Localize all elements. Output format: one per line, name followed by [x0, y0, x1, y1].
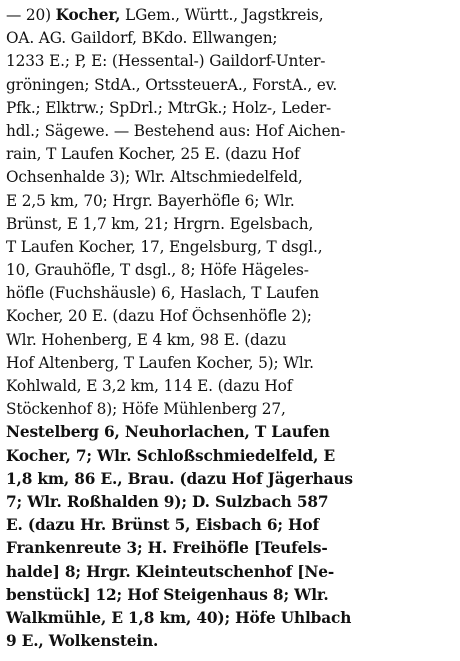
bold-text-run: 9 E., Wolkenstein. — [6, 632, 159, 651]
text-line — [6, 120, 454, 143]
text-line — [6, 352, 454, 375]
bold-text-run: Frankenreute 3; H. Freihöfle [Teufels- — [6, 539, 328, 558]
text-run: E 2,5 km, 70; Hrgr. Bayerhöfle 6; Wlr. — [6, 191, 295, 210]
text-line — [6, 74, 454, 97]
text-line — [6, 236, 454, 259]
text-line — [6, 166, 454, 189]
text-run: Ochsenhalde 3); Wlr. Altschmiedelfeld, — [6, 168, 303, 187]
bold-text-run: halde] 8; Hrgr. Kleinteutschenhof [Ne- — [6, 562, 335, 581]
text-line — [6, 190, 454, 213]
text-line — [6, 329, 454, 352]
text-line — [6, 584, 454, 607]
text-run: rain, T Laufen Kocher, 25 E. (dazu Hof — [6, 145, 300, 164]
text-line — [6, 282, 454, 305]
text-line — [6, 630, 454, 653]
gazetteer-entry — [6, 4, 456, 653]
text-line — [6, 561, 454, 584]
text-line — [6, 50, 454, 73]
text-run: Kohlwald, E 3,2 km, 114 E. (dazu Hof — [6, 377, 293, 395]
text-run: Stöckenhof 8); Höfe Mühlenberg 27, — [6, 400, 286, 419]
text-line — [6, 97, 454, 120]
text-run: OA. AG. Gaildorf, BKdo. Ellwangen; — [6, 29, 278, 48]
bold-text-run: benstück] 12; Hof Steigenhaus 8; Wlr. — [6, 585, 329, 604]
text-line — [6, 514, 454, 537]
text-line — [6, 375, 454, 398]
bold-text-run: Kocher, — [55, 6, 121, 24]
text-run: Wlr. Hohenberg, E 4 km, 98 E. (dazu — [6, 330, 287, 349]
bold-text-run: 1,8 km, 86 E., Brau. (dazu Hof Jägerhaus — [6, 469, 353, 488]
bold-text-run: 7; Wlr. Roßhalden 9); D. Sulzbach 587 — [6, 492, 329, 511]
text-run: Kocher, 20 E. (dazu Hof Öchsenhöfle 2); — [6, 307, 312, 326]
text-line — [6, 491, 454, 514]
text-line — [6, 468, 454, 491]
text-run: hdl.; Sägewe. — Bestehend aus: Hof Aichen- — [6, 121, 346, 140]
text-run: Brünst, E 1,7 km, 21; Hrgrn. Egelsbach, — [6, 214, 314, 233]
text-line — [6, 4, 454, 27]
bold-text-run: Nestelberg 6, Neuhorlachen, T Laufen — [6, 423, 330, 442]
text-line — [6, 445, 454, 468]
text-run: 1233 E.; P, E: (Hessental-) Gaildorf-Unter- — [6, 52, 326, 71]
text-line — [6, 213, 454, 236]
text-run: höfle (Fuchshäusle) 6, Haslach, T Laufen — [6, 284, 319, 303]
text-run: 10, Grauhöfle, T dsgl., 8; Höfe Hägeles- — [6, 261, 309, 280]
text-line — [6, 537, 454, 560]
text-line — [6, 421, 454, 444]
text-line — [6, 143, 454, 166]
text-run: T Laufen Kocher, 17, Engelsburg, T dsgl., — [6, 237, 323, 256]
text-run: LGem., Württ., Jagstkreis, — [120, 6, 324, 24]
text-run: — 20) — [6, 6, 56, 24]
text-run: gröningen; StdA., OrtssteuerA., ForstA., ev. — [6, 75, 338, 94]
text-line — [6, 607, 454, 630]
text-line — [6, 305, 454, 328]
text-run: Hof Altenberg, T Laufen Kocher, 5); Wlr. — [6, 353, 314, 372]
text-run: Pfk.; Elktrw.; SpDrl.; MtrGk.; Holz-, Leder- — [6, 98, 332, 117]
bold-text-run: Kocher, 7; Wlr. Schloßschmiedelfeld, E — [6, 446, 335, 465]
bold-text-run: E. (dazu Hr. Brünst 5, Eisbach 6; Hof — [6, 516, 319, 535]
bold-text-run: Walkmühle, E 1,8 km, 40); Höfe Uhlbach — [6, 608, 352, 627]
text-line — [6, 259, 454, 282]
text-line — [6, 398, 454, 421]
text-line — [6, 27, 454, 50]
entry-text-block — [6, 4, 456, 653]
